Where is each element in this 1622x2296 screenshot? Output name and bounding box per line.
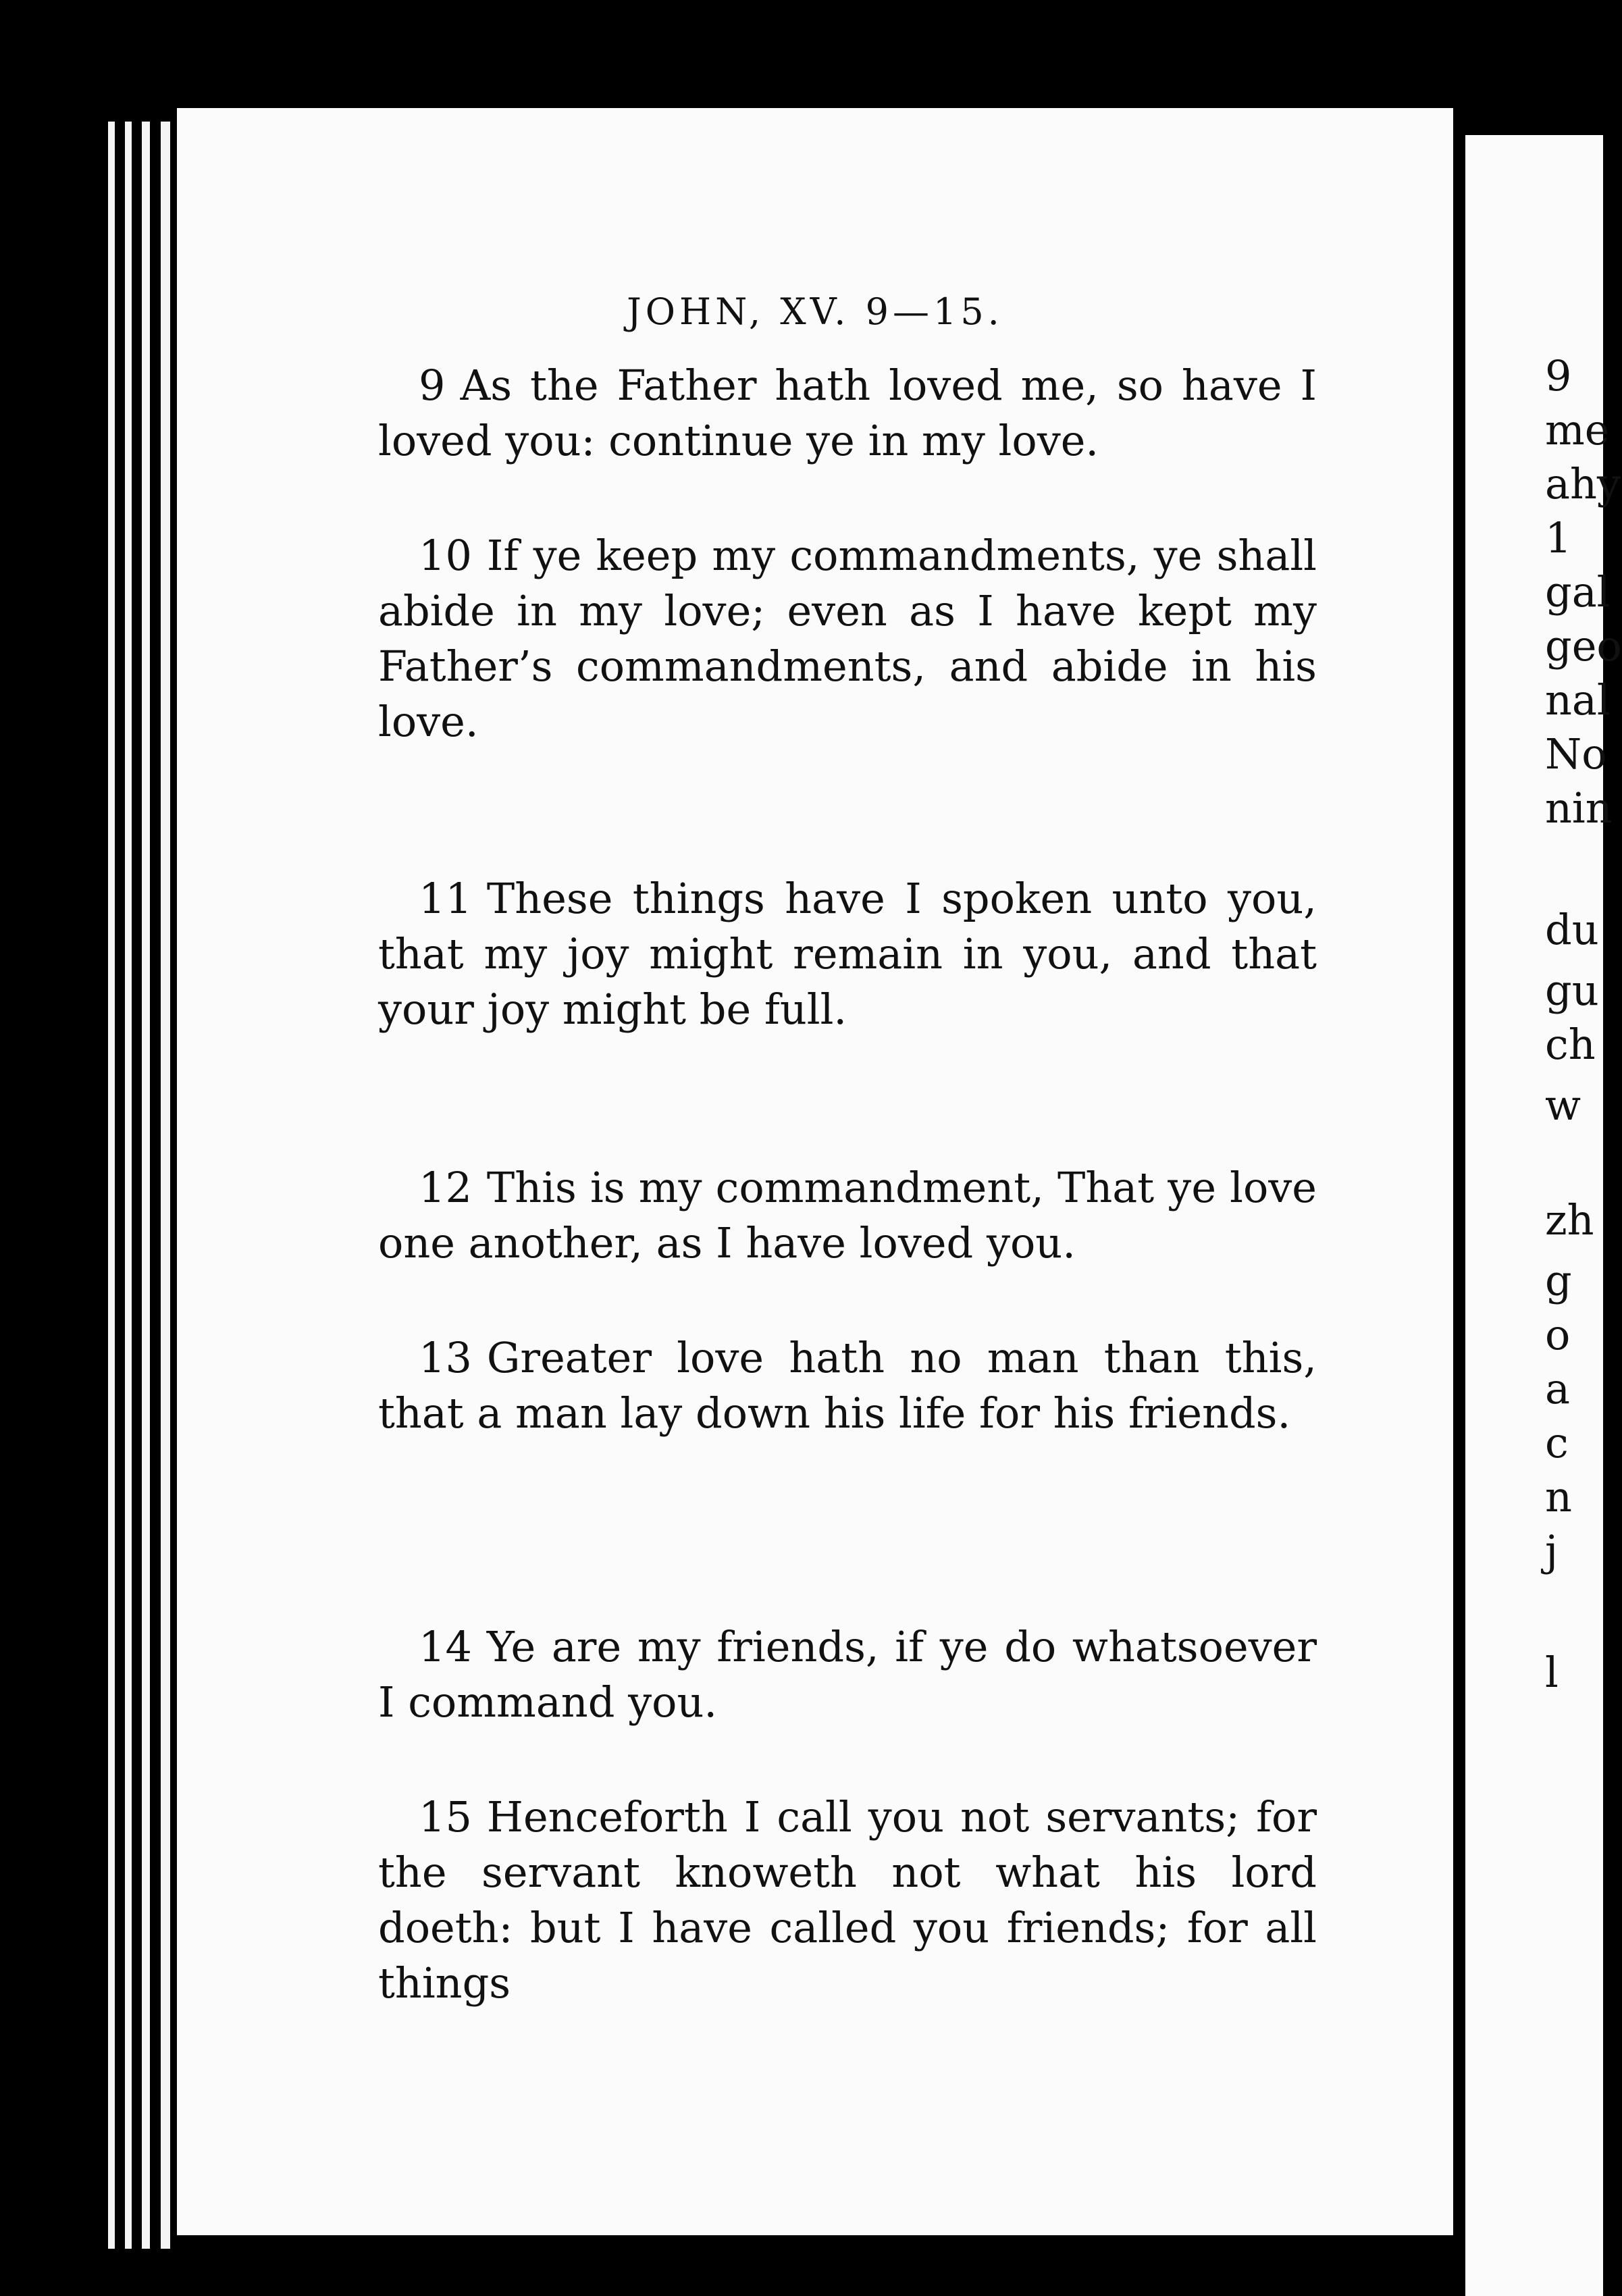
- right-page-fragment: a: [1545, 1364, 1570, 1413]
- running-head: JOHN, XV. 9—15.: [627, 290, 1003, 333]
- page-edge: [125, 122, 132, 2249]
- right-page-fragment: w: [1545, 1080, 1581, 1130]
- verse-text: Ye are my friends, if ye do whatsoever I command you.: [378, 1622, 1317, 1727]
- page-edge: [108, 122, 115, 2249]
- verse-text: If ye keep my commandments, ye shall abide in my love; even as I have kept my Father’s commandments, and abide in his love.: [378, 531, 1317, 746]
- verse-number: 15: [419, 1792, 472, 1842]
- verse-number: 11: [419, 874, 472, 923]
- right-page-fragment: ch: [1545, 1020, 1596, 1069]
- right-page-fragment: zh: [1545, 1195, 1594, 1245]
- right-page-fragment: nin: [1545, 783, 1613, 833]
- right-page-fragment: me: [1545, 405, 1610, 454]
- right-page-fragment: gu: [1545, 966, 1599, 1015]
- verse-text: Greater love hath no man than this, that a man lay down his life for his friends.: [378, 1333, 1317, 1438]
- verse-text: Henceforth I call you not servants; for the servant knoweth not what his lord doeth: but I have called you friends; for all things: [378, 1792, 1317, 2008]
- right-page-fragment: geo: [1545, 621, 1622, 671]
- verse-number: 12: [419, 1163, 472, 1212]
- right-page-fragment: 1: [1545, 513, 1572, 563]
- verse-12: [378, 1160, 1317, 1271]
- right-page-fragment: o: [1545, 1310, 1571, 1359]
- right-page-fragment: g: [1545, 1256, 1572, 1305]
- right-page-fragment: nal: [1545, 675, 1611, 725]
- verse-14: [378, 1619, 1317, 1730]
- right-page-fragment: gal: [1545, 567, 1611, 617]
- verse-9: [378, 358, 1317, 469]
- page-edge: [142, 122, 150, 2249]
- verse-text: These things have I spoken unto you, that my joy might remain in you, and that your joy might be full.: [378, 874, 1317, 1034]
- verse-10: [378, 528, 1317, 750]
- verse-15: [378, 1790, 1317, 2011]
- verse-13: [378, 1330, 1317, 1441]
- verse-number: 13: [419, 1333, 472, 1382]
- verse-number: 14: [419, 1622, 472, 1671]
- right-page-fragment: No: [1545, 729, 1607, 779]
- verse-number: 9: [419, 361, 446, 410]
- right-page-fragment: l: [1545, 1648, 1559, 1697]
- verse-11: [378, 871, 1317, 1037]
- right-page-fragment: c: [1545, 1418, 1569, 1467]
- right-page-fragment: j: [1545, 1526, 1559, 1575]
- right-page-fragment: du: [1545, 905, 1599, 954]
- verse-text: As the Father hath loved me, so have I loved you: continue ye in my love.: [378, 361, 1317, 465]
- right-page-fragment: n: [1545, 1472, 1572, 1521]
- page-edge: [161, 122, 170, 2249]
- verse-text: This is my commandment, That ye love one another, as I have loved you.: [378, 1163, 1317, 1268]
- verse-number: 10: [419, 531, 472, 580]
- right-page-fragment: 9: [1545, 351, 1572, 400]
- right-page-fragment: ahy: [1545, 459, 1621, 508]
